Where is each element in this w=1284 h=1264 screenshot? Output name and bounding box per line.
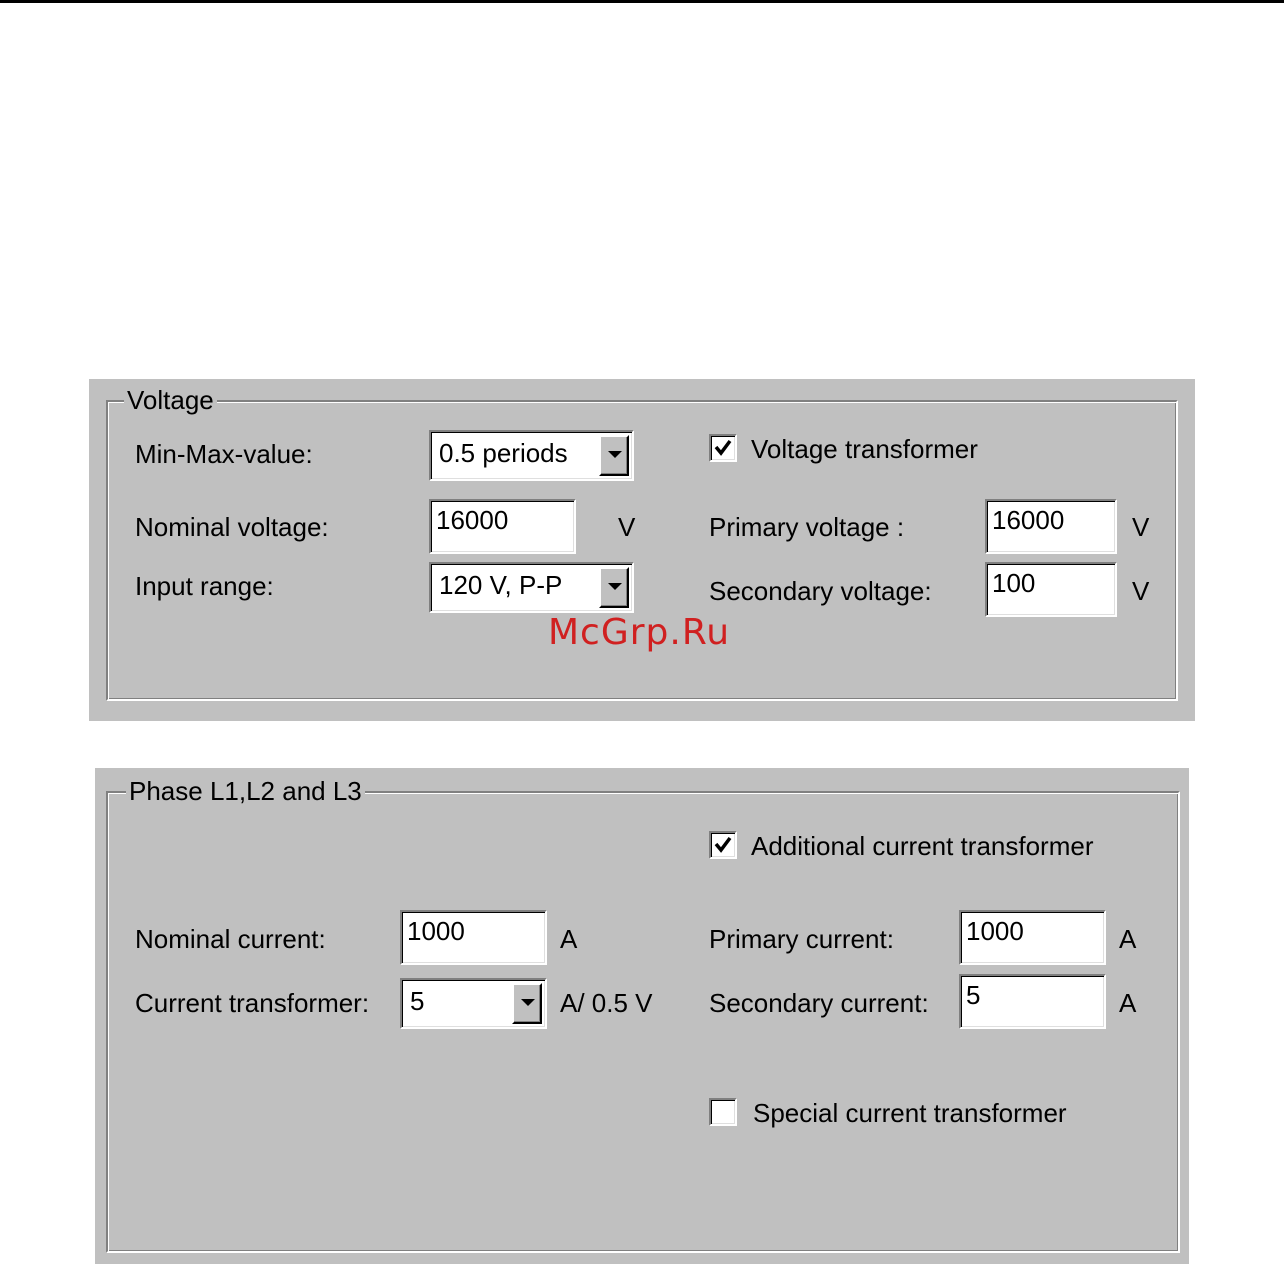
secondary-current-label: Secondary current: xyxy=(709,988,929,1018)
additional-ct-checkbox[interactable] xyxy=(709,831,737,859)
current-transformer-label: Current transformer: xyxy=(135,988,370,1018)
secondary-voltage-unit: V xyxy=(1132,576,1150,606)
secondary-current-input[interactable]: 5 xyxy=(959,974,1106,1029)
nominal-current-label: Nominal current: xyxy=(135,924,326,954)
primary-voltage-input[interactable]: 16000 xyxy=(985,499,1117,554)
nominal-voltage-input[interactable]: 16000 xyxy=(429,499,576,554)
primary-current-unit: A xyxy=(1119,924,1137,954)
voltage-transformer-label[interactable]: Voltage transformer xyxy=(751,434,978,464)
special-ct-checkbox[interactable] xyxy=(709,1098,737,1126)
current-transformer-dropdown-button[interactable] xyxy=(512,983,542,1024)
nominal-voltage-unit: V xyxy=(618,512,636,542)
input-range-select[interactable] xyxy=(429,562,634,613)
min-max-value: 0.5 periods xyxy=(439,438,568,468)
checkmark-icon xyxy=(713,438,733,458)
secondary-current-unit: A xyxy=(1119,988,1137,1018)
watermark-text: McGrp.Ru xyxy=(548,612,731,653)
current-transformer-value: 5 xyxy=(410,986,425,1016)
chevron-down-icon xyxy=(608,451,622,458)
current-transformer-unit: A/ 0.5 V xyxy=(560,988,653,1018)
special-ct-label[interactable]: Special current transformer xyxy=(753,1098,1067,1128)
nominal-current-input[interactable]: 1000 xyxy=(400,910,547,965)
min-max-select[interactable] xyxy=(429,430,634,481)
input-range-label: Input range: xyxy=(135,571,274,601)
voltage-group-title: Voltage xyxy=(124,385,217,415)
secondary-voltage-label: Secondary voltage: xyxy=(709,576,932,606)
primary-current-input[interactable]: 1000 xyxy=(959,910,1106,965)
primary-current-label: Primary current: xyxy=(709,924,894,954)
phase-group-title: Phase L1,L2 and L3 xyxy=(126,776,365,806)
voltage-transformer-checkbox[interactable] xyxy=(709,434,737,462)
additional-ct-label[interactable]: Additional current transformer xyxy=(751,831,1094,861)
input-range-value: 120 V, P-P xyxy=(439,570,563,600)
secondary-voltage-input[interactable]: 100 xyxy=(985,562,1117,617)
nominal-voltage-label: Nominal voltage: xyxy=(135,512,329,542)
chevron-down-icon xyxy=(608,583,622,590)
voltage-panel xyxy=(89,379,1195,721)
top-rule xyxy=(0,0,1284,3)
primary-voltage-label: Primary voltage : xyxy=(709,512,905,542)
current-transformer-select[interactable] xyxy=(400,978,547,1029)
min-max-label: Min-Max-value: xyxy=(135,439,313,469)
primary-voltage-unit: V xyxy=(1132,512,1150,542)
nominal-current-unit: A xyxy=(560,924,578,954)
input-range-dropdown-button[interactable] xyxy=(599,567,629,608)
chevron-down-icon xyxy=(521,999,535,1006)
phase-panel xyxy=(95,768,1189,1264)
min-max-dropdown-button[interactable] xyxy=(599,435,629,476)
checkmark-icon xyxy=(713,835,733,855)
